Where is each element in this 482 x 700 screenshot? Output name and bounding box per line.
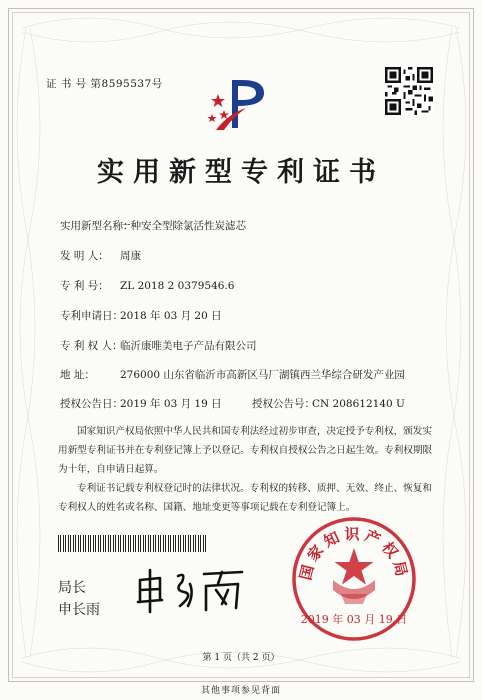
field-label: 专 利 权 人：	[60, 340, 123, 352]
barcode	[58, 535, 206, 552]
qr-code	[385, 67, 433, 115]
field-value: 2019 年 03 月 19 日	[120, 398, 222, 410]
seal-date: 2019 年 03 月 19 日	[300, 613, 408, 626]
field-label: 实用新型名称：	[60, 220, 134, 232]
footer-note: 其他事项参见背面	[200, 686, 281, 696]
field-value: 一种安全型除氯活性炭滤芯	[120, 220, 246, 232]
patent-office-emblem-icon	[202, 66, 282, 146]
field-label: 专利申请日：	[60, 310, 123, 322]
seal-text: 国家知识产权局	[296, 525, 412, 582]
legal-status-paragraph: 专利证书记载专利权登记时的法律状况。专利权的转移、质押、无效、终止、恢复和专利权人的姓名或名称、国籍、地址变更等事项记载在专利登记簿上。	[58, 483, 432, 513]
field-value: 周康	[120, 250, 141, 262]
field-label: 发 明 人：	[60, 250, 109, 262]
field-value: ZL 2018 2 0379546.6	[120, 280, 235, 292]
field-value: 276000 山东省临沂市高新区马厂湖镇西兰华综合研发产业园	[120, 369, 405, 381]
director-label	[58, 577, 100, 621]
field-label: 授权公告号：	[252, 398, 315, 410]
field-label: 地 址：	[60, 369, 95, 381]
director-signature	[134, 564, 246, 616]
director-name: 申长雨	[58, 602, 100, 618]
field-label: 授权公告日：	[60, 398, 123, 410]
field-value: 2018 年 03 月 20 日	[120, 310, 222, 322]
grant-statement-paragraph: 国家知识产权局依照中华人民共和国专利法经过初步审查，决定授予专利权，颁发实用新型专利证书并在专利登记簿上予以登记。专利权自授权公告之日起生效。专利权期限为十年，自申请日起算。	[58, 426, 433, 475]
certificate-number: 证 书 号 第8595537号	[46, 78, 163, 90]
page-number: 第 1 页（共 2 页）	[202, 653, 280, 663]
certificate-title: 实用新型专利证书	[97, 157, 385, 188]
field-value: 临沂康唯美电子产品有限公司	[120, 340, 257, 352]
field-label: 专 利 号：	[60, 280, 109, 292]
director-title: 局长	[58, 580, 86, 596]
field-value: CN 208612140 U	[312, 398, 405, 410]
